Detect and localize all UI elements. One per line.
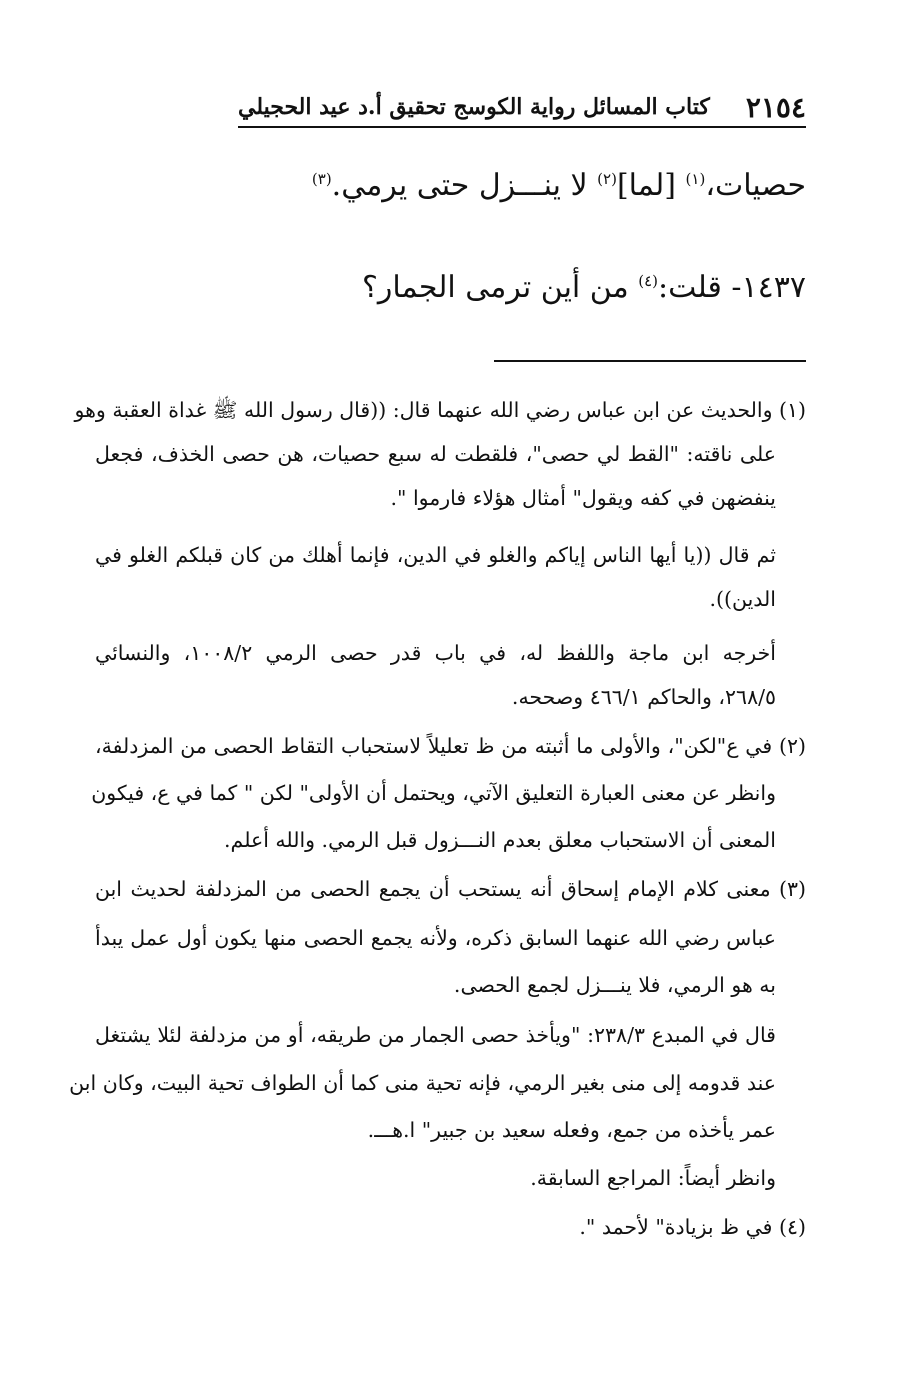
footnote-2-line: المعنى أن الاستحباب معلق بعدم النـــزول قبل الرمي. والله أعلم. [224,828,776,852]
running-title: كتاب المسائل رواية الكوسج تحقيق أ.د عيد الحجيلي [238,94,710,120]
footnote-3-line: عباس رضي الله عنهما السابق ذكره، ولأنه يجمع الحصى منها يكون أول عمل يبدأ [95,926,776,950]
footnote-1-line: ينفضهن في كفه ويقول" أمثال هؤلاء فارموا ". [390,486,776,510]
footnote-3-line: وانظر أيضاً: المراجع السابقة. [530,1166,776,1190]
question-text: من أين ترمى الجمار؟ [361,270,639,305]
footnote-ref-1: (١) [685,170,706,188]
main-text-part: [لما] [616,168,686,203]
footnote-ref-2: (٢) [597,170,617,188]
footnote-1-line: ٢٦٨/٥، والحاكم ٤٦٦/١ وصححه. [511,685,776,709]
footnote-separator [494,360,806,362]
footnote-3-line: عند قدومه إلى منى بغير الرمي، فإنه تحية منى كما أن الطواف تحية البيت، وكان ابن [69,1071,776,1095]
footnote-3-line: (٣) معنى كلام الإمام إسحاق أنه يستحب أن يجمع الحصى من المزدلفة لحديث ابن [95,877,806,901]
footnote-3-line: عمر يأخذه من جمع، وفعله سعيد بن جبير" ا.هـــ. [367,1118,776,1142]
footnote-3-line: قال في المبدع ٢٣٨/٣: "ويأخذ حصى الجمار من طريقه، أو من مزدلفة لئلا يشتغل [95,1023,776,1047]
footnote-ref-4: (٤) [638,272,659,290]
footnote-3-line: به هو الرمي، فلا ينـــزل لجمع الحصى. [453,973,776,997]
footnote-2-line: (٢) في ع"لكن"، والأولى ما أثبته من ظ تعليلاً لاستحباب التقاط الحصى من المزدلفة، [95,734,806,758]
footnote-1-line: أخرجه ابن ماجة واللفظ له، في باب قدر حصى الرمي ١٠٠٨/٢، والنسائي [95,641,776,665]
footnote-2-line: وانظر عن معنى العبارة التعليق الآتي، ويحتمل أن الأولى" لكن " كما في ع، فيكون [91,781,776,805]
footnote-1-line: الدين)). [709,587,776,611]
footnote-ref-3: (٣) [311,170,332,188]
main-text-part: حصيات، [705,168,806,203]
footnote-1-line: (١) والحديث عن ابن عباس رضي الله عنهما قال: ((قال رسول الله ﷺ غداة العقبة وهو [74,398,806,422]
footnote-1-line: على ناقته: "القط لي حصى"، فلقطت له سبع حصيات، هن حصى الخذف، فجعل [95,442,776,466]
footnote-1-line: ثم قال ((يا أيها الناس إياكم والغلو في الدين، فإنما أهلك من كان قبلكم الغلو في [95,543,776,567]
main-text-part: لا ينـــزل حتى يرمي. [331,168,598,203]
main-text-line [312,168,806,203]
question-line [362,270,806,305]
question-number: ١٤٣٧- قلت: [658,270,806,305]
footnote-4-line: (٤) في ظ بزيادة" لأحمد ". [579,1215,806,1239]
page-header [238,88,806,128]
page-number: ٢١٥٤ [745,90,806,124]
